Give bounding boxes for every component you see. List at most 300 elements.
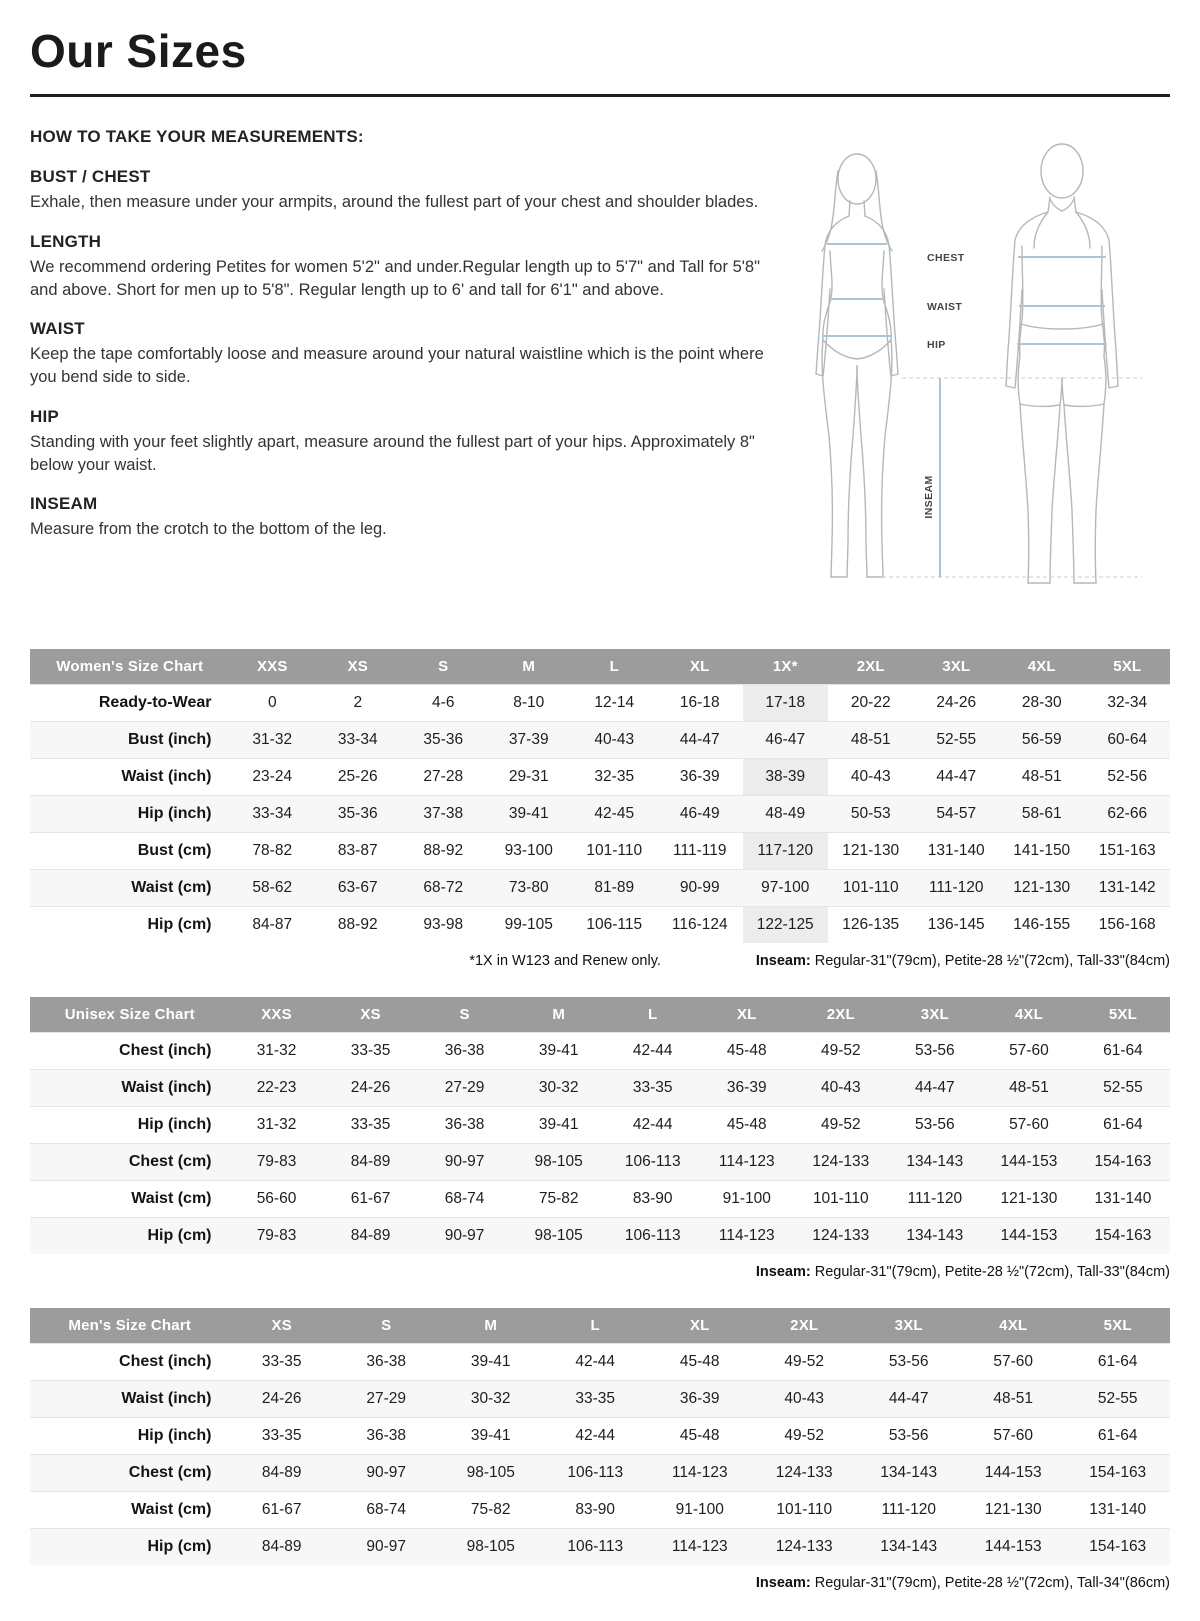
size-column-header: S: [401, 649, 487, 685]
table-row: [30, 1344, 1170, 1381]
row-label: Chest (inch): [119, 1353, 212, 1370]
size-value-cell: 154-163: [1076, 1218, 1170, 1255]
size-value-cell: 44-47: [856, 1381, 961, 1418]
row-label: Chest (cm): [30, 1455, 229, 1492]
size-value-cell: 98-105: [438, 1455, 543, 1492]
mens-size-table: [30, 1308, 1170, 1565]
size-value-cell: 31-32: [256, 1042, 297, 1059]
size-value-cell: 131-142: [1085, 870, 1171, 907]
inseam-note-text: Regular-31"(79cm), Petite-28 ½"(72cm), Tall-34"(86cm): [814, 1575, 1170, 1591]
size-value-cell: 29-31: [508, 768, 549, 785]
instruction-title: WAIST: [30, 319, 85, 339]
size-value-cell: 42-44: [632, 1116, 673, 1133]
size-value-cell: 61-64: [1103, 1042, 1143, 1059]
size-value-cell: 114-123: [700, 1218, 794, 1255]
size-value-cell: 53-56: [888, 1353, 929, 1370]
size-value-cell: 44-47: [657, 722, 743, 759]
row-label: Waist (cm): [131, 1501, 212, 1518]
size-value-cell: 35-36: [315, 796, 401, 833]
size-value-cell: 4-6: [432, 694, 455, 711]
table-row: [30, 1144, 1170, 1181]
size-column-header: 2XL: [794, 997, 888, 1033]
size-value-cell: 144-153: [961, 1529, 1066, 1566]
size-value-cell: 42-45: [572, 796, 658, 833]
size-value-cell: 75-82: [470, 1501, 511, 1518]
size-column-header: 3XL: [914, 649, 1000, 685]
table-row: [30, 1529, 1170, 1566]
hip-label: HIP: [927, 339, 946, 351]
size-column-header: XS: [324, 997, 418, 1033]
measurement-instructions: [30, 127, 765, 541]
size-value-cell: 39-41: [486, 796, 572, 833]
size-value-cell: 39-41: [538, 1042, 579, 1059]
size-value-cell: 106-115: [586, 916, 643, 933]
size-value-cell: 93-98: [423, 916, 464, 933]
size-value-cell: 88-92: [337, 916, 378, 933]
size-column-header: 3XL: [856, 1308, 961, 1344]
body-measurement-diagram: [772, 129, 1170, 603]
size-column-header: M: [438, 1308, 543, 1344]
size-column-header: M: [486, 649, 572, 685]
size-value-cell: 83-90: [632, 1190, 673, 1207]
chart-title: Unisex Size Chart: [30, 997, 230, 1033]
size-value-cell: 134-143: [856, 1455, 961, 1492]
table-row: [30, 870, 1170, 907]
size-value-cell: 106-113: [543, 1455, 648, 1492]
size-value-cell: 126-135: [842, 916, 900, 933]
size-value-cell: 42-44: [575, 1353, 616, 1370]
size-value-cell: 101-110: [776, 1501, 833, 1518]
row-label: Waist (inch): [30, 1381, 229, 1418]
size-value-cell: 37-39: [486, 722, 572, 759]
size-value-cell: 38-39: [743, 759, 829, 796]
size-value-cell: 57-60: [993, 1427, 1034, 1444]
size-value-cell: 61-67: [350, 1190, 391, 1207]
size-value-cell: 48-51: [828, 722, 914, 759]
size-value-cell: 62-66: [1085, 796, 1171, 833]
size-value-cell: 63-67: [315, 870, 401, 907]
size-value-cell: 121-130: [1000, 1190, 1058, 1207]
size-value-cell: 0: [267, 694, 277, 711]
size-value-cell: 156-168: [1098, 916, 1156, 933]
size-value-cell: 35-36: [401, 722, 487, 759]
size-value-cell: 73-80: [486, 870, 572, 907]
womens-size-chart: [30, 649, 1170, 969]
page-title: Our Sizes: [30, 25, 247, 77]
table-row: [30, 796, 1170, 833]
size-value-cell: 58-61: [999, 796, 1085, 833]
row-label: Waist (cm): [131, 1190, 212, 1207]
size-value-cell: 33-34: [230, 796, 316, 833]
chart-title: Men's Size Chart: [30, 1308, 229, 1344]
row-label: Bust (inch): [30, 722, 230, 759]
size-value-cell: 36-39: [700, 1070, 794, 1107]
size-value-cell: 53-56: [888, 1427, 929, 1444]
size-value-cell: 33-35: [350, 1042, 391, 1059]
table-row: [30, 1492, 1170, 1529]
size-value-cell: 53-56: [915, 1116, 955, 1133]
size-value-cell: 83-90: [575, 1501, 616, 1518]
size-value-cell: 49-52: [820, 1042, 861, 1059]
instruction-title: BUST / CHEST: [30, 167, 151, 186]
size-value-cell: 8-10: [513, 694, 545, 711]
size-value-cell: 52-55: [1076, 1070, 1170, 1107]
footnote-inseam: [756, 953, 1170, 969]
table-row: [30, 1381, 1170, 1418]
size-value-cell: 90-97: [334, 1455, 439, 1492]
size-value-cell: 122-125: [743, 907, 829, 944]
size-column-header: XL: [647, 1308, 752, 1344]
size-value-cell: 45-48: [679, 1427, 720, 1444]
size-value-cell: 117-120: [743, 833, 829, 870]
size-value-cell: 144-153: [961, 1455, 1066, 1492]
size-value-cell: 134-143: [856, 1529, 961, 1566]
size-value-cell: 101-110: [812, 1190, 869, 1207]
size-value-cell: 61-64: [1097, 1353, 1138, 1370]
size-value-cell: 98-105: [438, 1529, 543, 1566]
size-value-cell: 44-47: [888, 1070, 982, 1107]
size-value-cell: 121-130: [842, 842, 900, 859]
size-value-cell: 124-133: [794, 1218, 888, 1255]
size-column-header: XS: [229, 1308, 334, 1344]
instruction-body: Measure from the crotch to the bottom of the leg.: [30, 520, 387, 539]
size-value-cell: 45-48: [726, 1042, 767, 1059]
table-row: [30, 833, 1170, 870]
size-value-cell: 39-41: [470, 1427, 511, 1444]
size-value-cell: 144-153: [982, 1218, 1076, 1255]
instruction-body: Standing with your feet slightly apart, measure around the fullest part of your hips. Approximately 8" below your waist.: [30, 432, 755, 474]
size-value-cell: 24-26: [324, 1070, 418, 1107]
size-value-cell: 40-43: [572, 722, 658, 759]
size-value-cell: 42-44: [575, 1427, 616, 1444]
size-value-cell: 16-18: [679, 694, 720, 711]
size-value-cell: 40-43: [794, 1070, 888, 1107]
size-value-cell: 33-34: [315, 722, 401, 759]
size-value-cell: 27-29: [334, 1381, 439, 1418]
size-value-cell: 56-59: [999, 722, 1085, 759]
footnote-1x: *1X in W123 and Renew only.: [469, 953, 661, 969]
size-value-cell: 50-53: [828, 796, 914, 833]
size-value-cell: 56-60: [256, 1190, 297, 1207]
size-value-cell: 36-38: [366, 1427, 407, 1444]
male-figure: [1006, 144, 1118, 583]
size-value-cell: 141-150: [1013, 842, 1071, 859]
size-value-cell: 39-41: [470, 1353, 511, 1370]
size-value-cell: 101-110: [586, 842, 643, 859]
row-label: Chest (cm): [30, 1144, 230, 1181]
table-row: [30, 1418, 1170, 1455]
size-value-cell: 131-140: [927, 842, 985, 859]
inseam-note-label: Inseam:: [755, 1575, 811, 1591]
size-value-cell: 106-113: [543, 1529, 648, 1566]
chart-title: Women's Size Chart: [30, 649, 230, 685]
table-row: [30, 1181, 1170, 1218]
size-value-cell: 49-52: [820, 1116, 861, 1133]
chart-footnotes: [30, 1575, 1170, 1591]
size-value-cell: 48-51: [1021, 768, 1062, 785]
size-column-header: 4XL: [982, 997, 1076, 1033]
size-value-cell: 36-39: [647, 1381, 752, 1418]
size-column-header: XL: [700, 997, 794, 1033]
size-value-cell: 48-51: [982, 1070, 1076, 1107]
size-value-cell: 46-49: [657, 796, 743, 833]
measurement-guide: [30, 127, 1170, 615]
inseam-note-label: Inseam:: [755, 1264, 811, 1280]
chart-footnotes: [30, 953, 1170, 969]
size-value-cell: 146-155: [1013, 916, 1071, 933]
size-value-cell: 98-105: [512, 1144, 606, 1181]
size-value-cell: 124-133: [752, 1455, 857, 1492]
instructions-heading: HOW TO TAKE YOUR MEASUREMENTS:: [30, 127, 364, 146]
size-value-cell: 33-35: [543, 1381, 648, 1418]
size-column-header: S: [418, 997, 512, 1033]
size-column-header: 5XL: [1065, 1308, 1170, 1344]
table-row: [30, 907, 1170, 944]
size-value-cell: 60-64: [1085, 722, 1171, 759]
size-value-cell: 93-100: [504, 842, 553, 859]
row-label: Hip (cm): [30, 1529, 229, 1566]
table-row: [30, 1455, 1170, 1492]
size-value-cell: 36-39: [679, 768, 720, 785]
size-column-header: L: [572, 649, 658, 685]
size-column-header: 4XL: [961, 1308, 1066, 1344]
size-value-cell: 48-49: [743, 796, 829, 833]
size-value-cell: 97-100: [743, 870, 829, 907]
footnote-inseam: [756, 1575, 1170, 1591]
size-value-cell: 90-99: [657, 870, 743, 907]
size-value-cell: 68-74: [444, 1190, 485, 1207]
unisex-size-table: [30, 997, 1170, 1254]
size-value-cell: 40-43: [850, 768, 891, 785]
instruction-title: INSEAM: [30, 494, 98, 514]
row-label: Hip (inch): [30, 796, 230, 833]
size-value-cell: 24-26: [936, 694, 977, 711]
size-value-cell: 28-30: [1021, 694, 1062, 711]
size-value-cell: 45-48: [726, 1116, 767, 1133]
size-column-header: XXS: [230, 649, 316, 685]
size-value-cell: 99-105: [504, 916, 553, 933]
instruction-waist: [30, 319, 765, 389]
size-value-cell: 57-60: [1009, 1042, 1049, 1059]
body-figures-illustration: [772, 129, 1170, 603]
size-value-cell: 81-89: [572, 870, 658, 907]
size-value-cell: 154-163: [1065, 1455, 1170, 1492]
size-value-cell: 111-120: [907, 1190, 963, 1207]
size-value-cell: 36-38: [366, 1353, 407, 1370]
size-value-cell: 31-32: [230, 722, 316, 759]
size-value-cell: 154-163: [1076, 1144, 1170, 1181]
size-value-cell: 61-64: [1103, 1116, 1143, 1133]
size-value-cell: 111-120: [881, 1501, 937, 1518]
size-value-cell: 90-97: [418, 1218, 512, 1255]
size-value-cell: 46-47: [743, 722, 829, 759]
size-value-cell: 48-51: [961, 1381, 1066, 1418]
size-value-cell: 114-123: [647, 1529, 752, 1566]
row-label: Ready-to-Wear: [98, 694, 212, 711]
size-value-cell: 88-92: [423, 842, 464, 859]
size-value-cell: 91-100: [675, 1501, 724, 1518]
size-value-cell: 23-24: [252, 768, 293, 785]
size-value-cell: 75-82: [538, 1190, 579, 1207]
size-value-cell: 54-57: [914, 796, 1000, 833]
size-value-cell: 114-123: [647, 1455, 752, 1492]
size-value-cell: 116-124: [671, 916, 728, 933]
size-value-cell: 40-43: [752, 1381, 857, 1418]
size-value-cell: 91-100: [722, 1190, 771, 1207]
size-value-cell: 114-123: [700, 1144, 794, 1181]
size-value-cell: 98-105: [512, 1218, 606, 1255]
size-value-cell: 131-140: [1094, 1190, 1152, 1207]
row-label: Waist (cm): [30, 870, 230, 907]
size-value-cell: 33-35: [261, 1353, 302, 1370]
size-value-cell: 121-130: [984, 1501, 1042, 1518]
size-value-cell: 30-32: [512, 1070, 606, 1107]
size-value-cell: 31-32: [256, 1116, 297, 1133]
row-label: Hip (cm): [147, 916, 212, 933]
size-value-cell: 144-153: [982, 1144, 1076, 1181]
size-value-cell: 49-52: [784, 1427, 825, 1444]
inseam-label: INSEAM: [923, 475, 935, 519]
size-value-cell: 68-74: [366, 1501, 407, 1518]
size-value-cell: 84-89: [229, 1455, 334, 1492]
size-value-cell: 52-56: [1107, 768, 1148, 785]
size-value-cell: 106-113: [606, 1144, 700, 1181]
female-figure: [816, 154, 898, 577]
size-column-header: 1X*: [743, 649, 829, 685]
size-value-cell: 57-60: [1009, 1116, 1049, 1133]
row-label: Hip (inch): [137, 1116, 212, 1133]
instruction-length: [30, 232, 765, 302]
size-value-cell: 151-163: [1098, 842, 1156, 859]
size-value-cell: 32-35: [594, 768, 635, 785]
size-value-cell: 111-119: [673, 842, 727, 859]
table-row: [30, 1107, 1170, 1144]
size-value-cell: 33-35: [350, 1116, 391, 1133]
instruction-body: We recommend ordering Petites for women 5'2" and under.Regular length up to 5'7" and Tall for 5'8" and above. Short for men up to 5'8". Regular length up to 6' and tall for 6'1" and above.: [30, 257, 760, 299]
size-column-header: XXS: [230, 997, 324, 1033]
row-label: Bust (cm): [137, 842, 212, 859]
table-row: [30, 1218, 1170, 1255]
footnote-inseam: [756, 1264, 1170, 1280]
size-value-cell: 52-55: [914, 722, 1000, 759]
size-value-cell: 136-145: [927, 916, 985, 933]
size-column-header: M: [512, 997, 606, 1033]
size-column-header: 5XL: [1085, 649, 1171, 685]
size-value-cell: 17-18: [743, 685, 829, 722]
size-value-cell: 84-89: [229, 1529, 334, 1566]
table-row: [30, 722, 1170, 759]
size-value-cell: 57-60: [993, 1353, 1034, 1370]
instruction-body: Exhale, then measure under your armpits, around the fullest part of your chest and shoulder blades.: [30, 193, 759, 211]
inseam-guides: [882, 378, 1142, 577]
size-value-cell: 42-44: [632, 1042, 673, 1059]
table-row: [30, 685, 1170, 722]
inseam-note-text: Regular-31"(79cm), Petite-28 ½"(72cm), Tall-33"(84cm): [814, 953, 1170, 969]
instruction-hip: [30, 407, 765, 477]
size-value-cell: 2: [353, 694, 363, 711]
waist-label: WAIST: [927, 301, 963, 313]
size-value-cell: 131-140: [1089, 1501, 1147, 1518]
size-column-header: XS: [315, 649, 401, 685]
size-value-cell: 83-87: [337, 842, 378, 859]
size-column-header: 2XL: [828, 649, 914, 685]
size-value-cell: 84-89: [324, 1218, 418, 1255]
size-value-cell: 124-133: [752, 1529, 857, 1566]
size-column-header: 3XL: [888, 997, 982, 1033]
size-value-cell: 58-62: [230, 870, 316, 907]
size-value-cell: 61-64: [1097, 1427, 1138, 1444]
size-value-cell: 33-35: [261, 1427, 302, 1444]
size-value-cell: 68-72: [401, 870, 487, 907]
womens-size-table: [30, 649, 1170, 943]
chest-label: CHEST: [927, 252, 965, 264]
size-value-cell: 134-143: [888, 1144, 982, 1181]
size-column-header: L: [543, 1308, 648, 1344]
size-column-header: L: [606, 997, 700, 1033]
size-column-header: XL: [657, 649, 743, 685]
table-row: [30, 1033, 1170, 1070]
size-value-cell: 101-110: [828, 870, 914, 907]
size-value-cell: 30-32: [438, 1381, 543, 1418]
size-column-header: 4XL: [999, 649, 1085, 685]
size-value-cell: 53-56: [915, 1042, 955, 1059]
size-value-cell: 79-83: [230, 1218, 324, 1255]
size-value-cell: 79-83: [230, 1144, 324, 1181]
instruction-bust-chest: [30, 167, 765, 214]
size-column-header: S: [334, 1308, 439, 1344]
size-value-cell: 61-67: [261, 1501, 302, 1518]
row-label: Waist (inch): [30, 1070, 230, 1107]
size-value-cell: 90-97: [418, 1144, 512, 1181]
size-value-cell: 124-133: [794, 1144, 888, 1181]
size-value-cell: 154-163: [1065, 1529, 1170, 1566]
size-value-cell: 22-23: [230, 1070, 324, 1107]
inseam-note-text: Regular-31"(79cm), Petite-28 ½"(72cm), Tall-33"(84cm): [814, 1264, 1170, 1280]
size-value-cell: 25-26: [337, 768, 378, 785]
table-row: [30, 1070, 1170, 1107]
size-value-cell: 90-97: [334, 1529, 439, 1566]
size-value-cell: 134-143: [888, 1218, 982, 1255]
row-label: Waist (inch): [121, 768, 212, 785]
size-value-cell: 78-82: [252, 842, 293, 859]
title-divider: [30, 94, 1170, 97]
instruction-title: HIP: [30, 406, 59, 426]
row-label: Chest (inch): [119, 1042, 212, 1059]
chart-footnotes: [30, 1264, 1170, 1280]
size-column-header: 5XL: [1076, 997, 1170, 1033]
size-value-cell: 111-120: [914, 870, 1000, 907]
size-value-cell: 49-52: [784, 1353, 825, 1370]
size-value-cell: 84-87: [252, 916, 293, 933]
instruction-body: Keep the tape comfortably loose and measure around your natural waistline which is the point where you bend side to side.: [30, 345, 764, 387]
size-value-cell: 32-34: [1107, 694, 1148, 711]
mens-size-chart: [30, 1308, 1170, 1591]
size-value-cell: 44-47: [936, 768, 977, 785]
size-value-cell: 39-41: [538, 1116, 579, 1133]
table-row: [30, 759, 1170, 796]
row-label: Hip (cm): [30, 1218, 230, 1255]
size-value-cell: 27-29: [418, 1070, 512, 1107]
size-value-cell: 37-38: [401, 796, 487, 833]
row-label: Hip (inch): [137, 1427, 212, 1444]
size-value-cell: 84-89: [324, 1144, 418, 1181]
size-value-cell: 27-28: [423, 768, 464, 785]
unisex-size-chart: [30, 997, 1170, 1280]
size-value-cell: 36-38: [444, 1116, 485, 1133]
size-value-cell: 33-35: [606, 1070, 700, 1107]
size-value-cell: 121-130: [999, 870, 1085, 907]
size-value-cell: 106-113: [606, 1218, 700, 1255]
